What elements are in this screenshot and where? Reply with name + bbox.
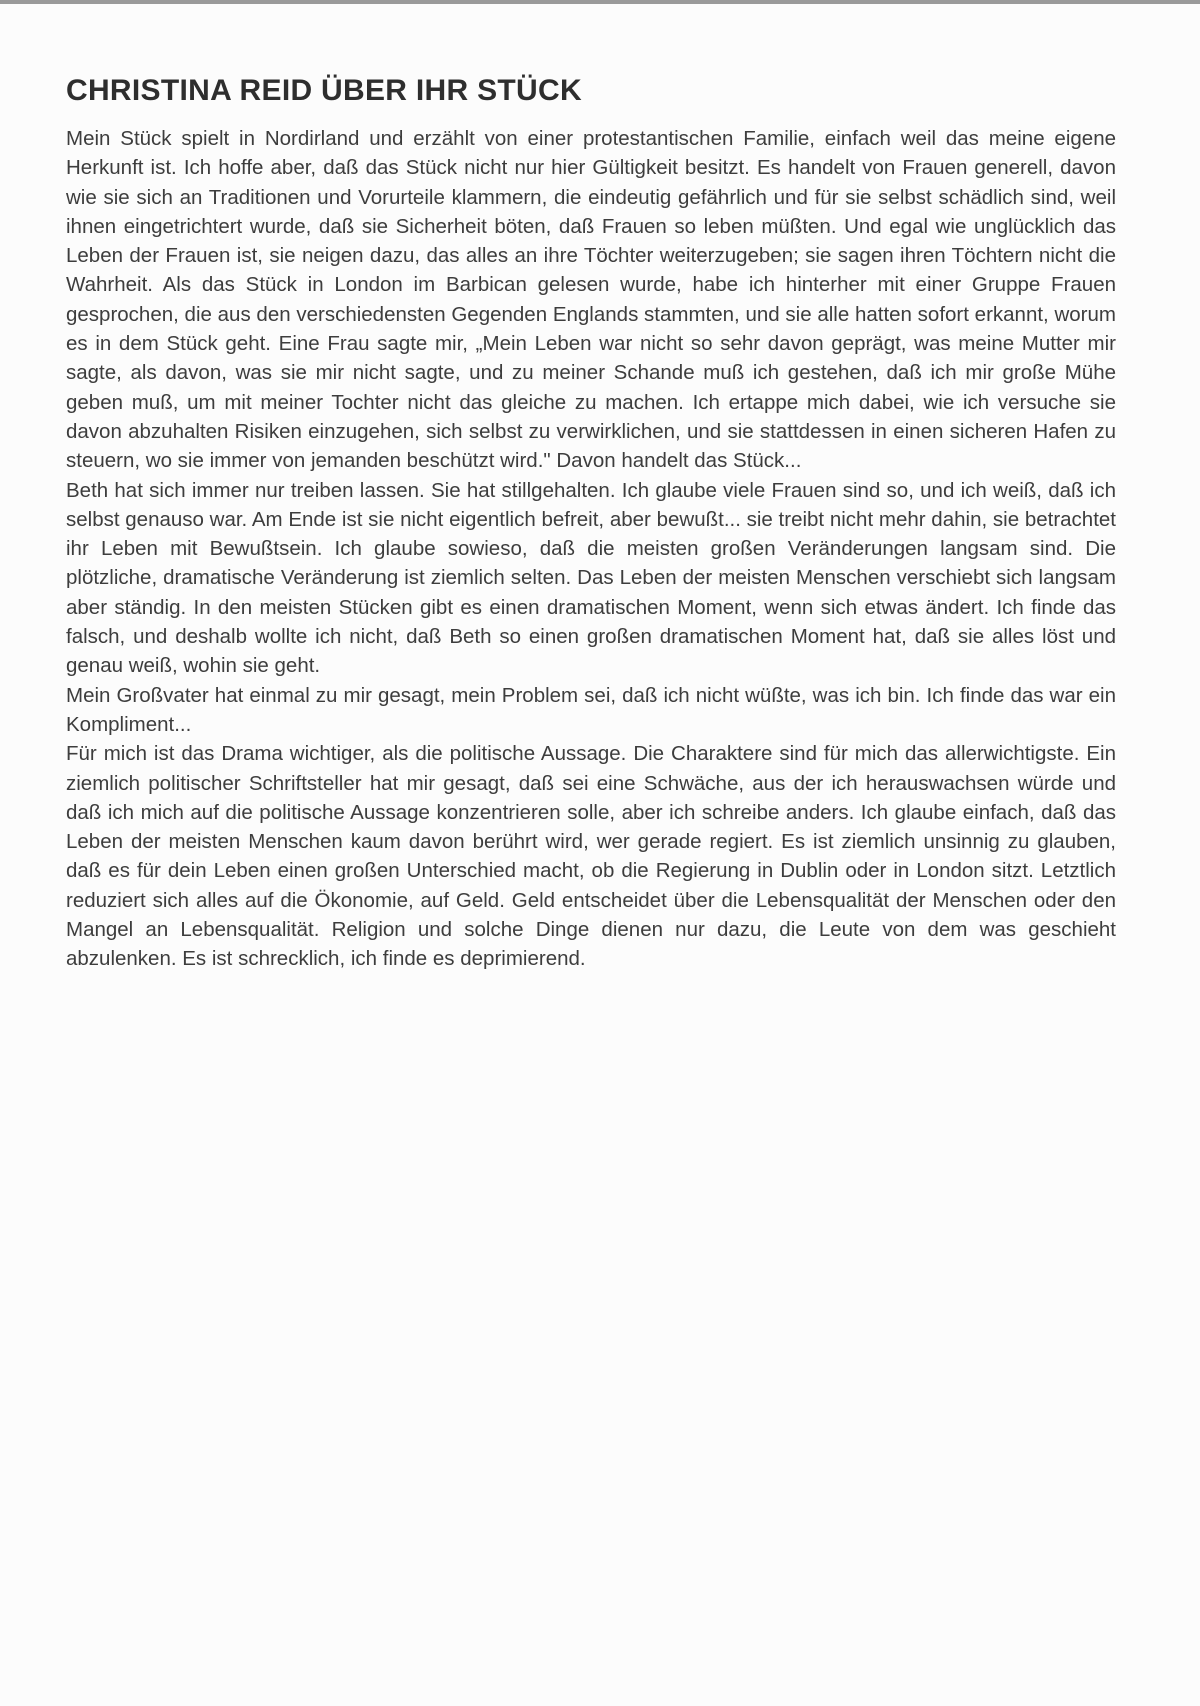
page-title: CHRISTINA REID ÜBER IHR STÜCK <box>66 74 582 107</box>
paragraph-3: Mein Großvater hat einmal zu mir gesagt, mein Problem sei, daß ich nicht wüßte, was ich bin. Ich finde das war ein Kompliment... <box>66 683 1116 736</box>
paragraph-2: Beth hat sich immer nur treiben lassen. Sie hat stillgehalten. Ich glaube viele Frauen sind so, und ich weiß, daß ich selbst genauso war. Am Ende ist sie nicht eigentlich befreit, aber bewußt... sie treibt nicht mehr dahin, sie betrachtet ihr Leben mit Bewußtsein. Ich glaube sowieso, daß die meisten großen Veränderungen langsam sind. Die plötzliche, dramatische Veränderung ist ziemlich selten. Das Leben der meisten Menschen verschiebt sich langsam aber ständig. In den meisten Stücken gibt es einen dramatischen Moment, wenn sich etwas ändert. Ich finde das falsch, und deshalb wollte ich nicht, daß Beth so einen großen dramatischen Moment hat, daß sie alles löst und genau weiß, wohin sie geht. <box>66 478 1116 678</box>
paragraph-4: Für mich ist das Drama wichtiger, als die politische Aussage. Die Charaktere sind für mich das allerwichtigste. Ein ziemlich politischer Schriftsteller hat mir gesagt, daß sei eine Schwäche, aus der ich herauswachsen würde und daß ich mich auf die politische Aussage konzentrieren solle, aber ich schreibe anders. Ich glaube einfach, daß das Leben der meisten Menschen kaum davon berührt wird, wer gerade regiert. Es ist ziemlich unsinnig zu glauben, daß es für dein Leben einen großen Unterschied macht, ob die Regierung in Dublin oder in London sitzt. Letztlich reduziert sich alles auf die Ökonomie, auf Geld. Geld entscheidet über die Lebensqualität der Menschen oder den Mangel an Lebensqualität. Religion und solche Dinge dienen nur dazu, die Leute von dem was geschieht abzulenken. Es ist schrecklich, ich finde es deprimierend. <box>66 742 1116 971</box>
paragraph-1: Mein Stück spielt in Nordirland und erzählt von einer protestantischen Familie, einfach weil das meine eigene Herkunft ist. Ich hoffe aber, daß das Stück nicht nur hier Gültigkeit besitzt. Es handelt von Frauen generell, davon wie sie sich an Traditionen und Vorurteile klammern, die eindeutig gefährlich und für sie selbst schädlich sind, weil ihnen eingetrichtert wurde, daß sie Sicherheit böten, daß Frauen so leben müßten. Und egal wie unglücklich das Leben der Frauen ist, sie neigen dazu, das alles an ihre Töchter weiterzugeben; sie sagen ihren Töchtern nicht die Wahrheit. Als das Stück in London im Barbican gelesen wurde, habe ich hinterher mit einer Gruppe Frauen gesprochen, die aus den verschiedensten Gegenden Englands stammten, und sie alle hatten sofort erkannt, worum es in dem Stück geht. Eine Frau sagte mir, „Mein Leben war nicht so sehr davon geprägt, was meine Mutter mir sagte, als davon, was sie mir nicht sagte, und zu meiner Schande muß ich gestehen, daß ich mir große Mühe geben muß, um mit meiner Tochter nicht das gleiche zu machen. Ich ertappe mich dabei, wie ich versuche sie davon abzuhalten Risiken einzugehen, sich selbst zu verwirklichen, und sie stattdessen in einen sicheren Hafen zu steuern, wo sie immer von jemanden beschützt wird." Davon handelt das Stück... <box>66 127 1116 473</box>
document-content <box>66 70 1116 974</box>
page-top-edge <box>0 0 1200 4</box>
